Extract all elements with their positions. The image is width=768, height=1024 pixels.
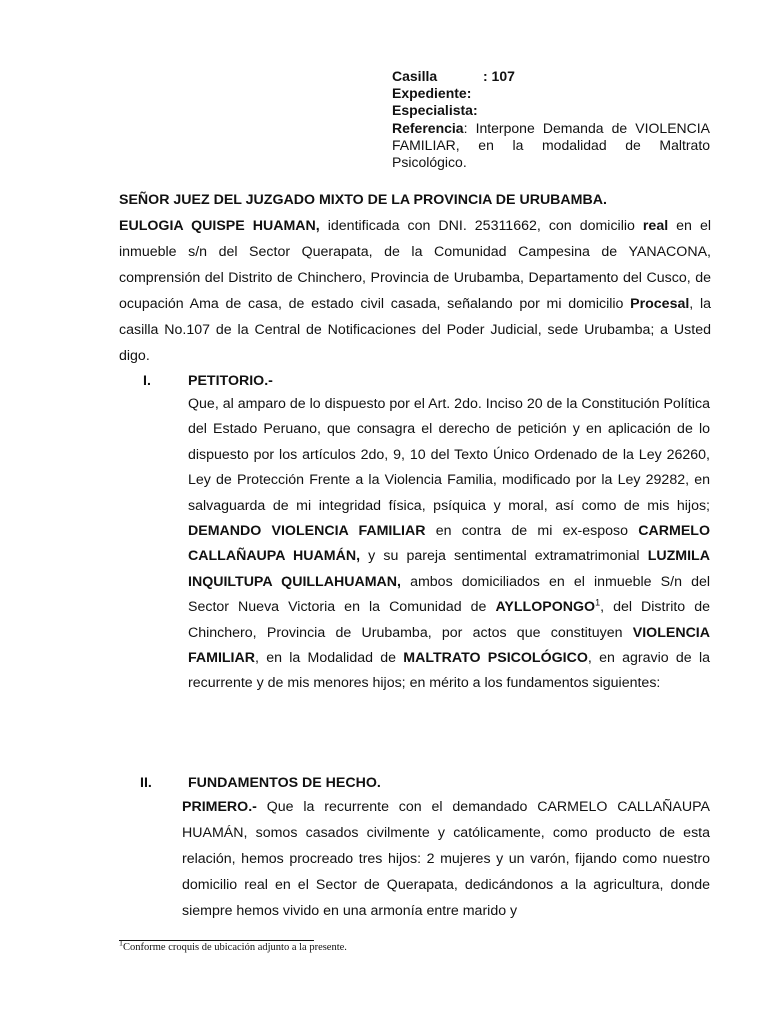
footnote bbox=[119, 938, 347, 955]
footnote-reference: 1 bbox=[595, 597, 601, 608]
expediente-label: Expediente: bbox=[392, 85, 472, 102]
casilla-label: Casilla bbox=[392, 68, 438, 84]
footnote-text: Conforme croquis de ubicación adjunto a la presente. bbox=[123, 942, 347, 953]
petitorio-bold-3: LUZMILA INQUILTUPA QUILLAHUAMAN, bbox=[188, 548, 710, 590]
petitorio-paragraph bbox=[188, 392, 710, 697]
casilla-value: : 107 bbox=[483, 68, 515, 84]
intro-paragraph bbox=[119, 214, 711, 369]
petitorio-bold-2: CARMELO CALLAÑAUPA HUAMÁN, bbox=[188, 523, 710, 565]
intro-real: real bbox=[642, 218, 669, 234]
petitorio-text-2: en contra de mi ex-esposo bbox=[425, 523, 639, 540]
referencia-label: Referencia bbox=[392, 119, 464, 136]
petitorio-text-3: y su pareja sentimental extramatrimonial bbox=[360, 548, 648, 565]
section-2-title: FUNDAMENTOS DE HECHO. bbox=[188, 775, 381, 791]
petitorio-text-4: ambos domiciliados en el inmueble S/n del Sector Nueva Victoria en la Comunidad de bbox=[188, 573, 710, 616]
section-1-title: PETITORIO.- bbox=[188, 373, 273, 389]
petitorio-text-5: , del Distrito de Chinchero, Provincia de Urubamba, por actos que constituyen bbox=[188, 599, 710, 641]
intro-text-1: identificada con DNI. 25311662, con domicilio bbox=[319, 218, 643, 234]
petitorio-text-7: , en agravio de la recurrente y de mis menores hijos; en mérito a los fundamentos siguientes: bbox=[188, 650, 710, 692]
section-2-number: II. bbox=[140, 775, 152, 791]
intro-procesal: Procesal bbox=[630, 295, 690, 312]
intro-text-2: en el inmueble s/n del Sector Querapata, de la Comunidad Campesina de YANACONA, comprensión del Distrito de Chinchero, Provincia de Urubamba, Departamento del Cusco, de ocupación Ama de casa, de estado civil casada, señalando por mi domicilio bbox=[119, 218, 711, 312]
petitorio-text-6: , en la Modalidad de bbox=[255, 650, 404, 667]
primero-label: PRIMERO.- bbox=[182, 799, 257, 815]
footnote-mark: 1 bbox=[119, 938, 123, 948]
referencia-row bbox=[392, 120, 710, 172]
plaintiff-name: EULOGIA QUISPE HUAMAN, bbox=[119, 218, 320, 234]
casilla-row bbox=[392, 68, 710, 85]
addressee-line: SEÑOR JUEZ DEL JUZGADO MIXTO DE LA PROVINCIA DE URUBAMBA. bbox=[119, 192, 607, 208]
primero-text: Que la recurrente con el demandado CARMELO CALLAÑAUPA HUAMÁN, somos casados civilmente y católicamente, como producto de esta relación, hemos procreado tres hijos: 2 mujeres y un varón, fijando como nuestro domicilio real en el Sector de Querapata, dedicándonos a la agricultura, donde siempre hemos vivido en una armonía entre marido y bbox=[182, 799, 710, 919]
intro-text-3: , la casilla No.107 de la Central de Notificaciones del Poder Judicial, sede Urubamba; a Usted digo. bbox=[119, 295, 711, 364]
case-header bbox=[392, 68, 710, 171]
especialista-row bbox=[392, 102, 710, 119]
referencia-text: : Interpone Demanda de VIOLENCIA FAMILIAR, en la modalidad de Maltrato Psicológico. bbox=[392, 119, 710, 171]
expediente-row bbox=[392, 85, 710, 102]
primero-paragraph bbox=[182, 795, 710, 925]
petitorio-bold-4: AYLLOPONGO bbox=[495, 599, 596, 616]
petitorio-bold-6: MALTRATO PSICOLÓGICO bbox=[403, 650, 588, 667]
petitorio-bold-5: VIOLENCIA FAMILIAR bbox=[188, 624, 710, 667]
petitorio-text-1: Que, al amparo de lo dispuesto por el Art. 2do. Inciso 20 de la Constitución Política del Estado Peruano, que consagra el derecho de petición y en aplicación de lo dispuesto por los artículos 2do, 9, 10 del Texto Único Ordenado de la Ley 26260, Ley de Protección Frente a la Violencia Familia, modificado por la Ley 29282, en salvaguarda de mi integridad física, psíquica y moral, así como de mis hijos; bbox=[188, 396, 710, 514]
section-1-number: I. bbox=[143, 373, 151, 389]
especialista-label: Especialista: bbox=[392, 102, 478, 119]
petitorio-bold-1: DEMANDO VIOLENCIA FAMILIAR bbox=[188, 523, 426, 540]
